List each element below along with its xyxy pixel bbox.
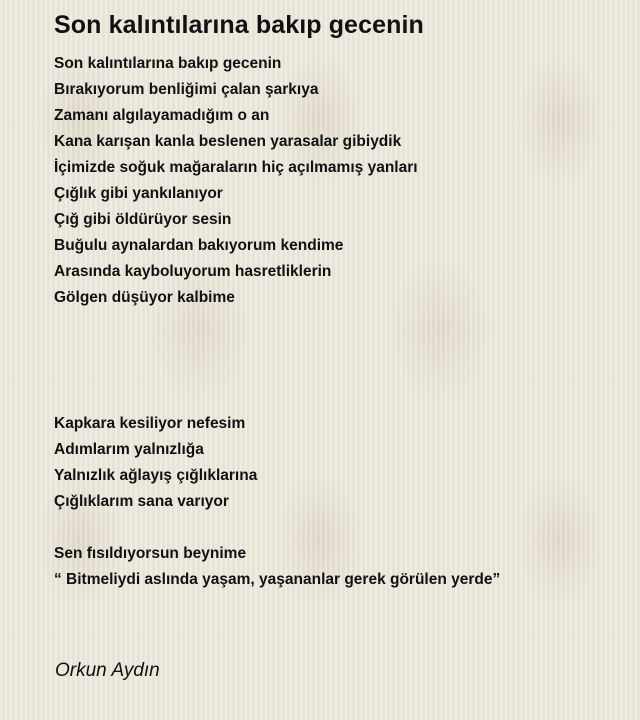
poem-line: İçimizde soğuk mağaraların hiç açılmamış yanları [54, 159, 418, 176]
poem-line: Bırakıyorum benliğimi çalan şarkıya [54, 81, 319, 98]
poem-author: Orkun Aydın [55, 660, 160, 681]
poem-line: Yalnızlık ağlayış çığlıklarına [54, 467, 258, 484]
poem-line: Son kalıntılarına bakıp gecenin [54, 55, 282, 72]
poem-line: Kana karışan kanla beslenen yarasalar gibiydik [54, 133, 402, 150]
poem-line: Arasında kayboluyorum hasretliklerin [54, 263, 332, 280]
poem-title: Son kalıntılarına bakıp gecenin [54, 11, 424, 39]
poem-line: Adımlarım yalnızlığa [54, 441, 204, 458]
poem-line: Buğulu aynalardan bakıyorum kendime [54, 237, 344, 254]
poem-line: Kapkara kesiliyor nefesim [54, 415, 246, 432]
poem-line: Gölgen düşüyor kalbime [54, 289, 235, 306]
poem-line: Çığ gibi öldürüyor sesin [54, 211, 232, 228]
stanza-3 [54, 541, 500, 593]
poem-line: Sen fısıldıyorsun beynime [54, 545, 247, 562]
poem-line: Çığlıklarım sana varıyor [54, 493, 229, 510]
stanza-2 [54, 411, 257, 515]
stanza-1 [54, 51, 418, 311]
poem-line: Çığlık gibi yankılanıyor [54, 185, 223, 202]
poem-line: Zamanı algılayamadığım o an [54, 107, 270, 124]
poem-line: “ Bitmeliydi aslında yaşam, yaşananlar gerek görülen yerde” [54, 571, 501, 588]
